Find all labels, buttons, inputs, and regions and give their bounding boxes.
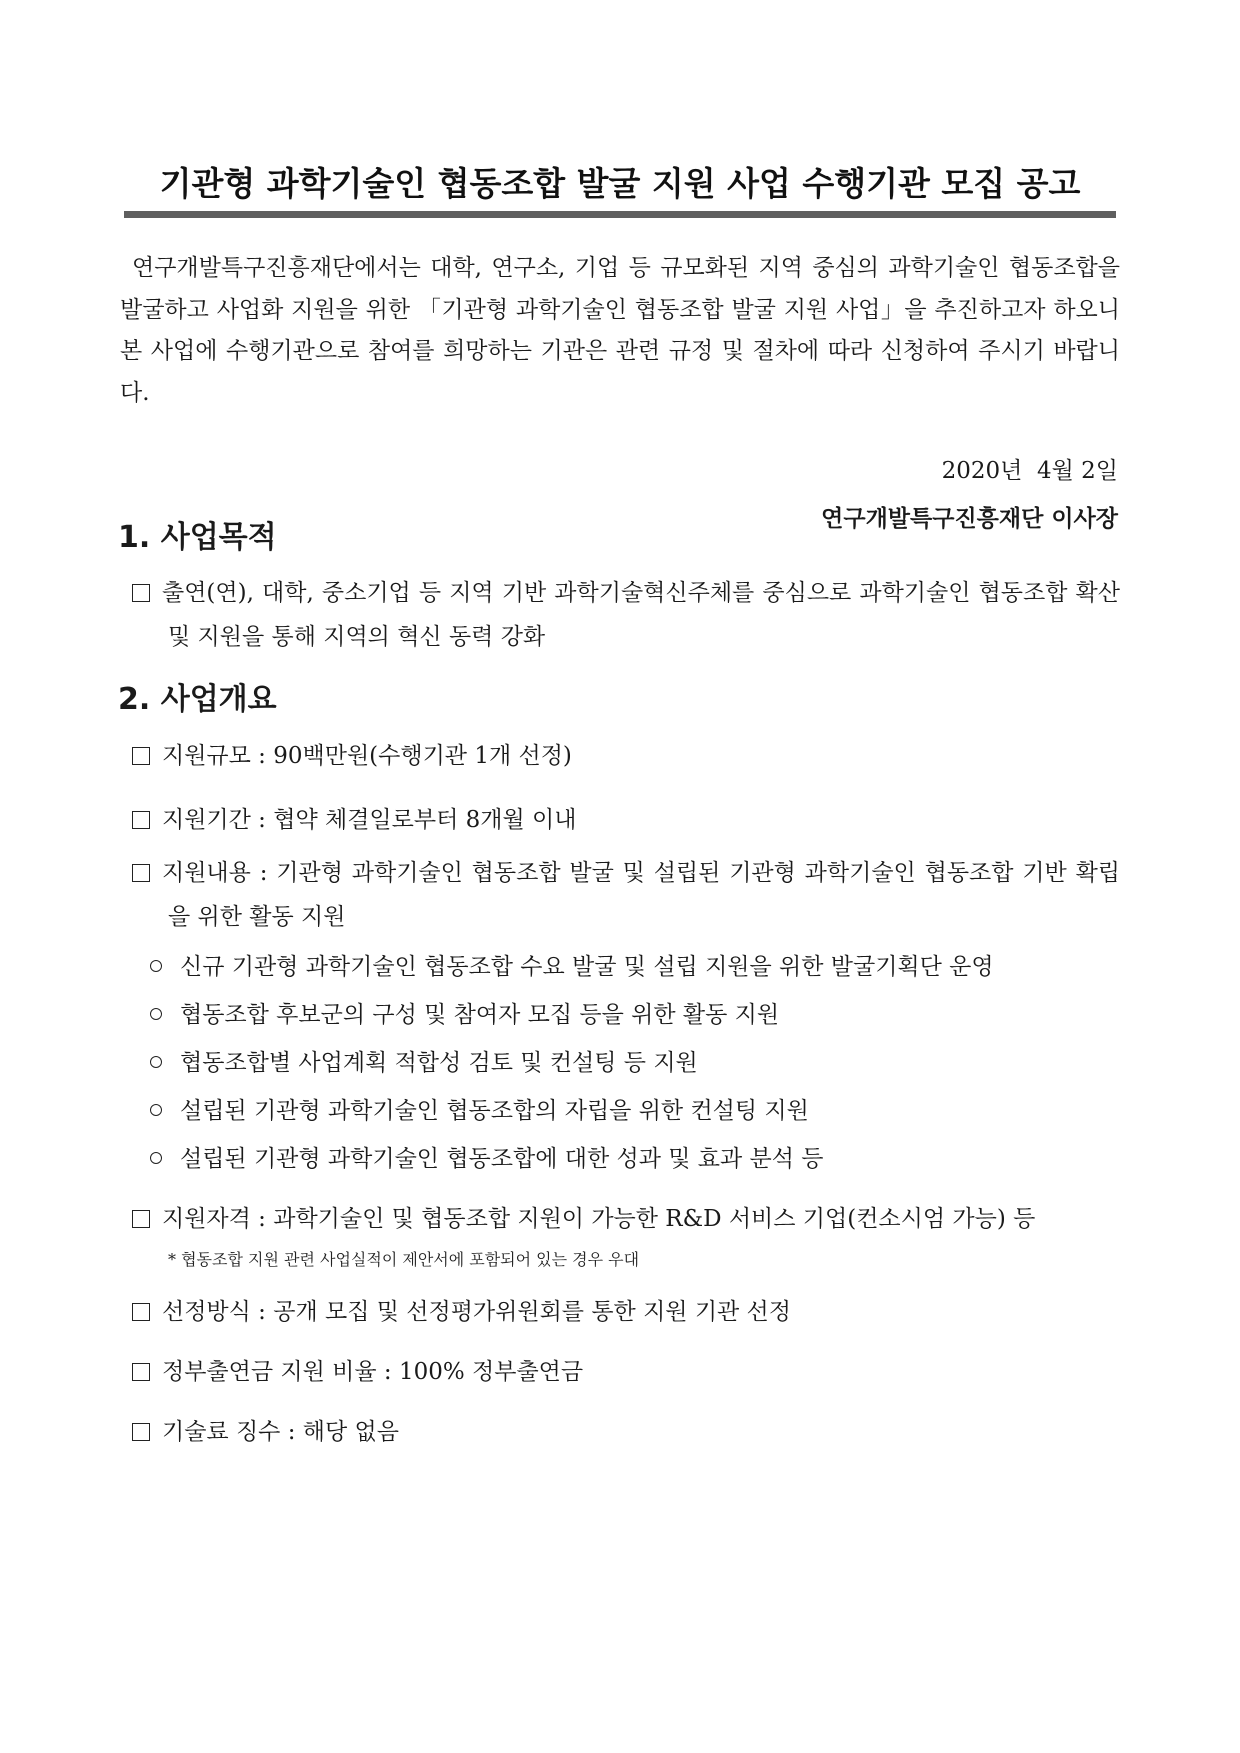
intro-paragraph: [120, 248, 1120, 414]
sub-list-item: [150, 945, 1120, 989]
list-item: [132, 571, 1120, 659]
checkbox-square-icon: [132, 747, 150, 765]
announcement-date: 2020년 4월 2일: [941, 458, 1118, 484]
intro-text: 연구개발특구진흥재단에서는 대학, 연구소, 기업 등 규모화된 지역 중심의 과학기술인 협동조합을 발굴하고 사업화 지원을 위한 「기관형 과학기술인 협동조합 발굴 지원 사업」을 추진하고자 하오니 본 사업에 수행기관으로 참여를 희망하는 기관은 관련 규정 및 절차에 따라 신청하여 주시기 바랍니다.: [120, 255, 1120, 406]
bullet-circle-icon: [150, 1056, 162, 1068]
sub-list-item-text: 협동조합별 사업계획 적합성 검토 및 컨설팅 등 지원: [180, 1050, 698, 1076]
sub-list-item: [150, 993, 1120, 1037]
sub-list-item-text: 협동조합 후보군의 구성 및 참여자 모집 등을 위한 활동 지원: [180, 1002, 780, 1028]
sub-list-item-text: 설립된 기관형 과학기술인 협동조합에 대한 성과 및 효과 분석 등: [180, 1146, 824, 1172]
bullet-circle-icon: [150, 1104, 162, 1116]
list-item-text: 출연(연), 대학, 중소기업 등 지역 기반 과학기술혁신주체를 중심으로 과학기술인 협동조합 확산 및 지원을 통해 지역의 혁신 동력 강화: [162, 580, 1120, 650]
checkbox-square-icon: [132, 1363, 150, 1381]
checkbox-square-icon: [132, 1210, 150, 1228]
checkbox-square-icon: [132, 1303, 150, 1321]
bullet-circle-icon: [150, 1152, 162, 1164]
list-item: [132, 1290, 1120, 1334]
list-item: [132, 1350, 1120, 1394]
checkbox-square-icon: [132, 1423, 150, 1441]
bullet-circle-icon: [150, 1008, 162, 1020]
list-item-text: 지원규모 : 90백만원(수행기관 1개 선정): [162, 743, 572, 769]
list-item: [132, 734, 1120, 778]
footnote: * 협동조합 지원 관련 사업실적이 제안서에 포함되어 있는 경우 우대: [168, 1250, 640, 1269]
sub-list-item: [150, 1041, 1120, 1085]
signer: 연구개발특구진흥재단 이사장: [821, 506, 1118, 532]
checkbox-square-icon: [132, 811, 150, 829]
list-item-text: 지원내용 : 기관형 과학기술인 협동조합 발굴 및 설립된 기관형 과학기술인 협동조합 기반 확립을 위한 활동 지원: [162, 860, 1120, 930]
list-item-text: 지원기간 : 협약 체결일로부터 8개월 이내: [162, 807, 577, 833]
list-item-text: 기술료 징수 : 해당 없음: [162, 1419, 399, 1445]
sub-list-item-text: 설립된 기관형 과학기술인 협동조합의 자립을 위한 컨설팅 지원: [180, 1098, 809, 1124]
list-item-text: 선정방식 : 공개 모집 및 선정평가위원회를 통한 지원 기관 선정: [162, 1299, 791, 1325]
section-heading-overview: 2. 사업개요: [118, 682, 277, 717]
list-item-text: 정부출연금 지원 비율 : 100% 정부출연금: [162, 1359, 584, 1385]
page-title: 기관형 과학기술인 협동조합 발굴 지원 사업 수행기관 모집 공고: [159, 164, 1081, 203]
title-underline: [124, 211, 1116, 218]
section-heading-purpose: 1. 사업목적: [118, 520, 277, 555]
bullet-circle-icon: [150, 960, 162, 972]
checkbox-square-icon: [132, 864, 150, 882]
list-item: [132, 1197, 1120, 1241]
sub-list-item: [150, 1089, 1120, 1133]
list-item: [132, 798, 1120, 842]
list-item: [132, 1410, 1120, 1454]
checkbox-square-icon: [132, 584, 150, 602]
sub-list-item: [150, 1137, 1120, 1181]
sub-list-item-text: 신규 기관형 과학기술인 협동조합 수요 발굴 및 설립 지원을 위한 발굴기획단 운영: [180, 954, 994, 980]
list-item-text: 지원자격 : 과학기술인 및 협동조합 지원이 가능한 R&D 서비스 기업(컨소시엄 가능) 등: [162, 1206, 1036, 1232]
list-item: [132, 851, 1120, 939]
